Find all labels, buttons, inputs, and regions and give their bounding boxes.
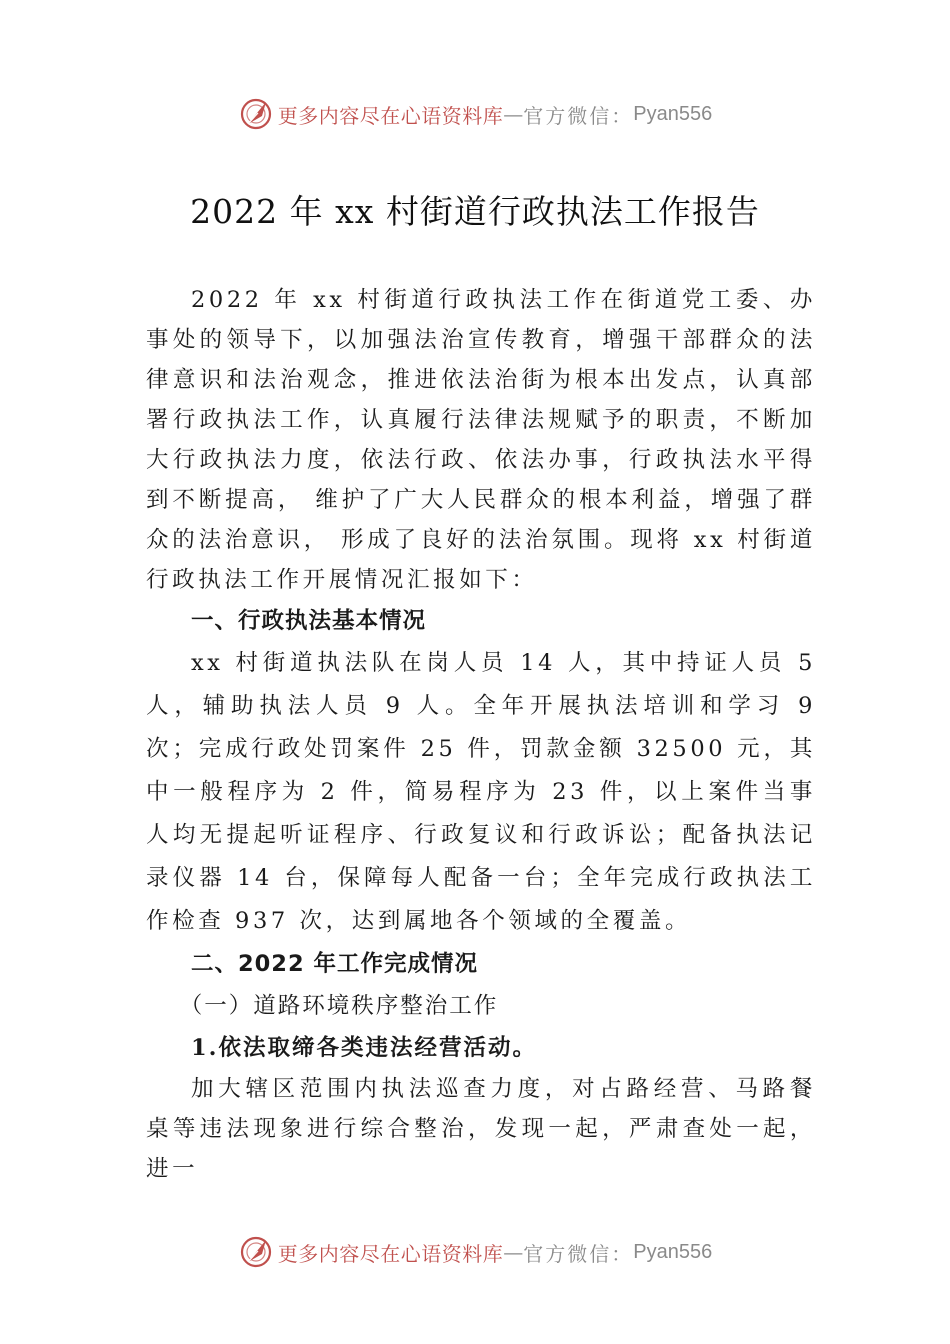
banner-slogan: 更多内容尽在心语资料库 xyxy=(277,1241,504,1266)
header-watermark-banner xyxy=(0,94,950,134)
intro-paragraph: 2022 年 xx 村街道行政执法工作在街道党工委、办事处的领导下，以加强法治宣传教育，增强干部群众的法律意识和法治观念，推进依法治街为根本出发点，认真部署行政执法工作，认真履行法律法规赋予的职责，不断加大行政执法力度，依法行政、依法办事，行政执法水平得到不断提高， 维护了广大人民群众的根本利益，增强了群众的法治意识， 形成了良好的法治氛围。现将 xx 村街道行政执法工作开展情况汇报如下： xyxy=(146,287,816,593)
banner-wechat-id: Pyan556 xyxy=(633,1240,713,1263)
footer-watermark-banner xyxy=(0,1232,950,1272)
banner-dash: — xyxy=(503,102,524,126)
subsection1-heading: （一）道路环境秩序整治工作 xyxy=(179,993,499,1019)
section1-heading: 一、行政执法基本情况 xyxy=(191,608,427,634)
section1-paragraph: xx 村街道执法队在岗人员 14 人，其中持证人员 5 人，辅助执法人员 9 人。全年开展执法培训和学习 9 次；完成行政处罚案件 25 件，罚款金额 32500 元，其中一般程序为 2 件，简易程序为 23 件，以上案件当事人均无提起听证程序、行政复议和行政诉讼；配备执法记录仪器 14 台，保障每人配备一台；全年完成行政执法工作检查 937 次，达到属地各个领域的全覆盖。 xyxy=(146,650,816,934)
item1-paragraph: 加大辖区范围内执法巡查力度，对占路经营、马路餐桌等违法现象进行综合整治，发现一起，严肃查处一起，进一 xyxy=(146,1076,816,1182)
document-body xyxy=(146,280,816,1189)
document-title: 2022 年 xx 村街道行政执法工作报告 xyxy=(190,192,760,231)
quill-logo-icon xyxy=(238,1234,274,1270)
banner-wechat-label: 官方微信： xyxy=(523,1241,634,1266)
banner-wechat-label: 官方微信： xyxy=(523,103,634,128)
quill-logo-icon xyxy=(238,96,274,132)
banner-dash: — xyxy=(503,1240,524,1264)
section2-heading: 二、2022 年工作完成情况 xyxy=(191,951,478,977)
banner-slogan: 更多内容尽在心语资料库 xyxy=(277,103,504,128)
banner-wechat-id: Pyan556 xyxy=(633,102,713,125)
item1-heading: 1.依法取缔各类违法经营活动。 xyxy=(191,1035,537,1061)
